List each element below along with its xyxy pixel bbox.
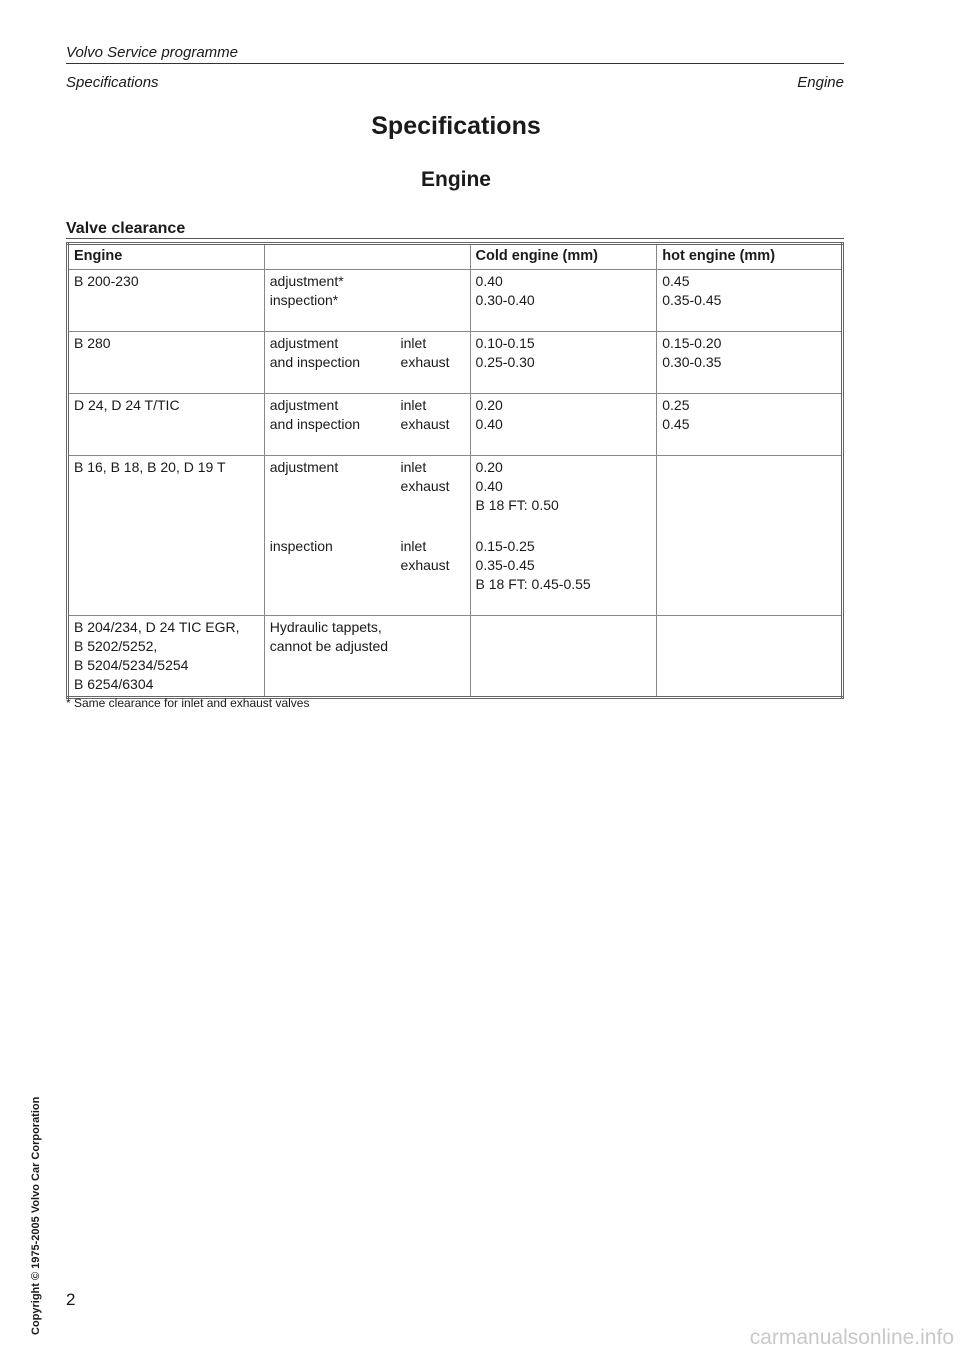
hot-value: 0.35-0.45 (662, 292, 722, 308)
chapter-label: Specifications (66, 74, 159, 91)
engine-cell (68, 616, 265, 698)
cold-value: 0.15-0.25 (475, 538, 535, 554)
engine-name: B 280 (74, 335, 111, 351)
op-label: and inspection (269, 354, 361, 370)
operation-cell (264, 332, 470, 394)
header-operation (264, 244, 470, 270)
op-label (270, 477, 401, 496)
engine-cell (68, 456, 265, 616)
op-label: adjustment* (269, 273, 344, 289)
manual-title: Volvo Service programme (66, 44, 844, 64)
op-label: adjustment (269, 397, 339, 413)
table-row (68, 270, 843, 332)
cold-cell (470, 456, 657, 616)
op-side: exhaust (400, 354, 450, 370)
header-engine: Engine (68, 244, 265, 270)
engine-cell (68, 270, 265, 332)
cold-cell (470, 616, 657, 698)
hot-value: 0.45 (662, 416, 690, 432)
cold-value: 0.40 (475, 478, 503, 494)
hot-cell (657, 394, 843, 456)
operation-cell (264, 616, 470, 698)
engine-name: B 5204/5234/5254 (74, 657, 189, 673)
operation-cell (264, 394, 470, 456)
header-cold: Cold engine (mm) (470, 244, 657, 270)
cold-cell (470, 394, 657, 456)
op-side: exhaust (400, 416, 450, 432)
table-row (68, 456, 843, 616)
op-side (401, 291, 465, 310)
cold-value: B 18 FT: 0.50 (475, 497, 559, 513)
op-label: adjustment (269, 459, 339, 475)
hot-cell (657, 456, 843, 616)
cold-cell (470, 332, 657, 394)
op-side: exhaust (400, 557, 450, 573)
engine-name: B 6254/6304 (74, 676, 154, 692)
hot-value: 0.25 (662, 397, 690, 413)
op-side: inlet (400, 335, 427, 351)
cold-value: 0.30-0.40 (475, 292, 535, 308)
cold-value: 0.10-0.15 (475, 335, 535, 351)
op-side: inlet (400, 459, 427, 475)
watermark: carmanualsonline.info (749, 1326, 954, 1349)
cold-value: 0.25-0.30 (475, 354, 535, 370)
cold-value: 0.40 (475, 416, 503, 432)
valve-clearance-table (66, 242, 844, 699)
page-number: 2 (66, 1290, 76, 1309)
op-side: inlet (400, 397, 427, 413)
cold-value: 0.20 (475, 397, 503, 413)
page-subtitle: Engine (420, 168, 491, 191)
section-heading: Valve clearance (66, 220, 186, 237)
header-hot: hot engine (mm) (657, 244, 843, 270)
table-row (68, 394, 843, 456)
section-label: Engine (797, 74, 844, 91)
operation-cell (264, 270, 470, 332)
op-side: inlet (400, 538, 427, 554)
op-label: cannot be adjusted (269, 638, 389, 654)
cold-value: 0.35-0.45 (475, 557, 535, 573)
table-header-row (68, 244, 843, 270)
op-label: inspection* (269, 292, 339, 308)
footnote: * Same clearance for inlet and exhaust valves (66, 696, 310, 710)
hot-cell (657, 616, 843, 698)
engine-name: B 5202/5252, (74, 638, 158, 654)
op-side (401, 272, 465, 291)
engine-name: B 16, B 18, B 20, D 19 T (74, 459, 226, 475)
engine-cell (68, 394, 265, 456)
engine-name: B 200-230 (74, 273, 139, 289)
engine-name: B 204/234, D 24 TIC EGR, (74, 619, 240, 635)
table-row (68, 332, 843, 394)
page-title: Specifications (371, 112, 541, 140)
op-side: exhaust (400, 478, 450, 494)
table-row (68, 616, 843, 698)
op-label: Hydraulic tappets, (269, 619, 382, 635)
section-divider (66, 238, 844, 239)
hot-value: 0.30-0.35 (662, 354, 722, 370)
op-label: adjustment (269, 335, 339, 351)
hot-value: 0.45 (662, 273, 690, 289)
engine-name: D 24, D 24 T/TIC (74, 397, 180, 413)
op-label (270, 556, 401, 575)
cold-value: B 18 FT: 0.45-0.55 (475, 576, 591, 592)
hot-value: 0.15-0.20 (662, 335, 722, 351)
operation-cell (264, 456, 470, 616)
cold-value: 0.40 (475, 273, 503, 289)
op-label: and inspection (269, 416, 361, 432)
engine-cell (68, 332, 265, 394)
op-label: inspection (269, 538, 333, 554)
copyright-notice: Copyright © 1975-2005 Volvo Car Corporation (30, 1096, 42, 1335)
cold-cell (470, 270, 657, 332)
hot-cell (657, 270, 843, 332)
cold-value: 0.20 (475, 459, 503, 475)
hot-cell (657, 332, 843, 394)
